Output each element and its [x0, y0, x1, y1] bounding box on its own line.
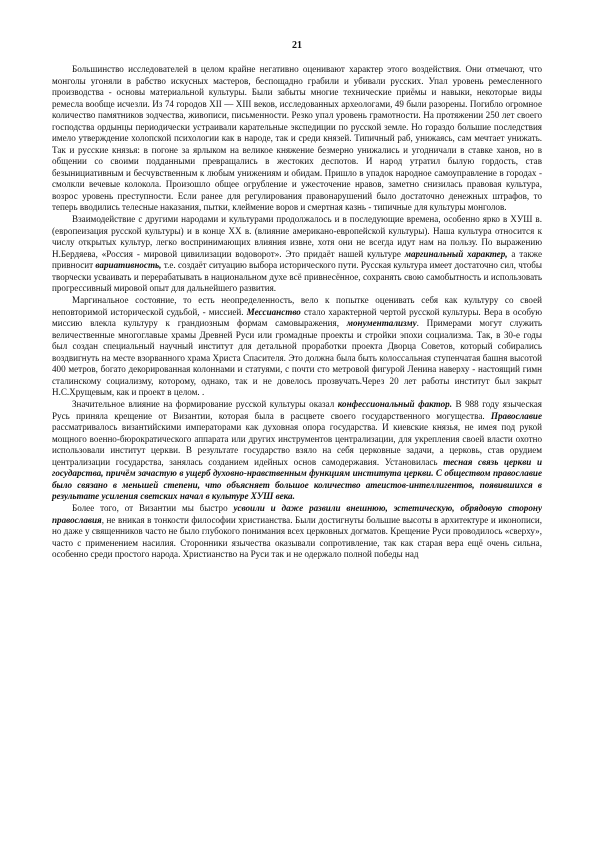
text-run: В 988 году языческая Русь приняла крещение от Византии, которая была в расцвете своего государственного могущества.: [52, 399, 542, 421]
text-run: Более того, от Византии мы быстро: [72, 503, 234, 513]
emphasized-term: монументализму: [346, 318, 417, 328]
text-run: Маргинальное состояние, то есть неопределенность, вело к попытке оценивать себя как культуру со своей неповторимой исторической судьбой, - миссией.: [52, 295, 542, 317]
text-run: стало характерной чертой русской культуры. Вера в особую миссию влекла культуру к грандиозным формам самовыражения,: [52, 306, 542, 328]
emphasized-term: маргинальный характер,: [404, 248, 508, 259]
paragraph-3: [52, 295, 542, 399]
emphasized-term: усвоили и даже развили внешнюю, эстетическую, обрядовую сторону православия: [52, 503, 542, 525]
paragraph-2: [52, 214, 542, 295]
paragraph-5: [52, 503, 542, 561]
text-run: рассматривалось византийскими императорами как духовная опора государства. И киевские князья, не имея под рукой мощного военно-бюрократического аппарата или других инструментов централизации, для укрепления своей власти охотно использовали институт церкви. В результате государство взяло на себя церковные задачи, а церковь, став орудием централизации государства, занялась созданием идейных основ самодержавия. Установилась: [52, 422, 542, 467]
text-run: Взаимодействие с другими народами и культурами продолжалось и в последующие времена, особенно ярко в ХУШ в. (европеизация русской культуры) и в конце ХХ в. (влияние американо-европейской культуры). Наша культура относится к числу открытых культур, легко воспринимающих влияния извне, хотя они не всегда идут нам на пользу. По выражению Н.Бердяева, «Россия - мировой цивилизации водоворот». Это придаёт нашей культуре: [52, 214, 542, 259]
paragraph-4: [52, 399, 542, 503]
emphasized-term: Православие: [490, 410, 542, 421]
text-run: , не вникая в тонкости философии христианства. Были достигнуты большие высоты в архитектуре и иконописи, но даже у священников часто не было глубокого понимания всех церковных догматов. Крещение Руси проводилось «сверху», часто с применением насилия. Сторонники язычества оказывали сопротивление, так как старая вера ещё очень сильна, особенно среди простого народа. Христианство на Руси так и не одержало полной победы над: [52, 514, 542, 559]
body-text: [52, 64, 542, 561]
text-run: Значительное влияние на формирование русской культуры оказал: [72, 399, 338, 409]
page-number: 21: [292, 40, 302, 51]
text-run: т.е. создаёт ситуацию выбора исторического пути. Русская культура имеет достаточно сил, чтобы творчески усваивать и перерабатывать в национальном духе всё привнесённое, сохранять свою самобытность и использовать прогрессивный мировой опыт для дальнейшего развития.: [52, 260, 542, 293]
text-run: Большинство исследователей в целом крайне негативно оценивают характер этого воздействия. Они отмечают, что монголы угоняли в рабство искусных мастеров, беспощадно грабили и убивали русских. Упал уровень ремесленного производства - основы материальной культуры. Были забыты многие технические приёмы и навыки, некоторые виды ремесла вообще исчезли. Из 74 городов XII — XIII веков, исследованных археологами, 49 были разорены. Погибло огромное количество памятников зодчества, живописи, письменности. Резко упал уровень грамотности. На протяжении 250 лет своего господства ордынцы периодически устраивали карательные экспедиции по русской земле. Но гораздо большие последствия имело утверждение холопской психологии как в народе, так и среди князей. Типичный раб, унижаясь, сам мечтает унижать. Так и русские князья: в погоне за ярлыком на великое княжение безмерно унижались и угодничали в ставке ханов, но в общении со своими подданными превращались в жестоких деспотов. И народ утратил былую гордость, став безынициативным и бесчувственным к любым унижениям и обидам. Пришло в упадок народное самоуправление в городах - смолкли вечевые колокола. Произошло общее огрубление и ужесточение нравов, заметно снизилась правовая культура, возрос уровень преступности. Если ранее для регулирования правонарушений было достаточно денежных штрафов, то теперь вводились телесные наказания, пытки, клеймение воров и смертная казнь - типичные для культуры монголов.: [52, 64, 542, 212]
paragraph-1: [52, 64, 542, 214]
emphasized-term: конфессиональный фактор.: [337, 399, 452, 409]
emphasized-term: вариативность,: [95, 260, 162, 270]
emphasized-term: Мессианство: [246, 306, 301, 317]
emphasized-term: тесная связь церкви и государства, причём зачастую в ущерб духовно-нравственным функциям института церкви. С обществом православие было связано в меньшей степени, что объясняет большое количество атеистов-интеллигентов, появившихся в результате усиления светских начал в культуре ХУШ века.: [52, 456, 542, 501]
text-run: а также привносит: [52, 248, 542, 270]
text-run: . Примерами могут служить величественные многоглавые храмы Древней Руси или громадные проекты и стройки эпохи социализма. Так, в 30-е годы был создан специальный научный институт для детальной проработки проекта Дворца Советов, который собирались воздвигнуть на месте взорванного храма Христа Спасителя. Это должна была быть колоссальная ступенчатая башня высотой 400 метров, богато декорированная колоннами и статуями, с почти сто метровой фигурой Ленина наверху - настоящий гимн сталинскому социализму, которому, однако, так и не довелось прозвучать.Через 20 лет работы институт был закрыт Н.С.Хрущевым, как и проект в целом. .: [52, 318, 543, 397]
